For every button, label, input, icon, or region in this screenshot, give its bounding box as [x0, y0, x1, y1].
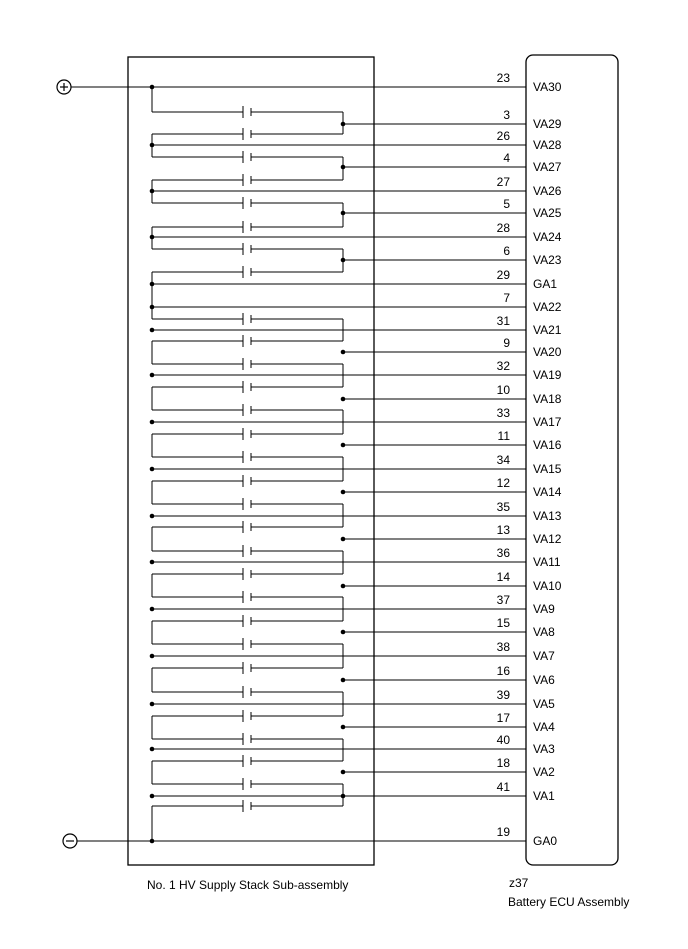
terminal-name: VA2	[533, 765, 555, 779]
terminal-name: VA5	[533, 697, 555, 711]
junction-dot	[341, 584, 346, 589]
terminal-name: VA21	[533, 323, 562, 337]
battery-cell-icon	[152, 475, 343, 487]
wire-layer	[71, 87, 526, 841]
battery-cell-icon	[152, 451, 343, 463]
battery-cell-icon	[152, 174, 343, 186]
junction-dot	[341, 165, 346, 170]
terminal-pin-number: 40	[496, 733, 510, 747]
terminal-name: VA26	[533, 184, 562, 198]
junction-dot	[150, 839, 155, 844]
terminal-name: VA16	[533, 438, 562, 452]
terminal-name: VA15	[533, 462, 562, 476]
terminal-name: VA4	[533, 720, 555, 734]
terminal-name: VA10	[533, 579, 562, 593]
junction-dot	[341, 630, 346, 635]
terminal-pin-number: 37	[496, 593, 510, 607]
terminal-name: VA29	[533, 117, 562, 131]
terminal-pin-number: 6	[503, 244, 510, 258]
junction-dot	[150, 373, 155, 378]
terminal-pin-number: 14	[496, 570, 510, 584]
battery-cell-icon	[152, 221, 343, 233]
battery-cell-icon	[152, 545, 343, 557]
terminal-pin-number: 38	[496, 640, 510, 654]
terminal-pin-number: 18	[496, 756, 510, 770]
battery-cell-icon	[152, 662, 343, 674]
terminal-pin-number: 26	[496, 129, 510, 143]
battery-cell-icon	[152, 710, 343, 722]
junction-layer	[150, 85, 346, 844]
junction-dot	[150, 560, 155, 565]
battery-cell-icon	[152, 755, 343, 767]
terminal-pin-number: 27	[496, 175, 510, 189]
terminal-name: VA6	[533, 673, 555, 687]
battery-cell-icon	[152, 686, 343, 698]
junction-dot	[150, 85, 155, 90]
terminal-pin-number: 41	[496, 780, 510, 794]
terminal-pin-number: 29	[496, 268, 510, 282]
junction-dot	[341, 122, 346, 127]
junction-dot	[150, 420, 155, 425]
terminal-name: VA22	[533, 300, 562, 314]
terminal-pin-number: 7	[503, 291, 510, 305]
junction-dot	[341, 258, 346, 263]
terminal-name: VA14	[533, 485, 562, 499]
junction-dot	[341, 350, 346, 355]
battery-cell-icon	[152, 128, 343, 140]
terminal-name: VA17	[533, 415, 562, 429]
terminal-pin-number: 11	[497, 429, 510, 443]
battery-cell-icon	[152, 106, 343, 118]
junction-dot	[341, 397, 346, 402]
terminal-pin-number: 33	[496, 406, 510, 420]
terminal-name: VA12	[533, 532, 562, 546]
terminal-pin-number: 32	[496, 359, 510, 373]
terminal-pin-number: 4	[503, 151, 510, 165]
battery-cell-icon	[152, 521, 343, 533]
terminal-pin-number: 36	[496, 546, 510, 560]
terminal-pin-number: 16	[496, 664, 510, 678]
junction-dot	[150, 328, 155, 333]
terminal-pin-number: 13	[496, 523, 510, 537]
battery-cell-icon	[152, 800, 343, 812]
terminal-pin-number: 19	[496, 825, 510, 839]
junction-dot	[150, 235, 155, 240]
battery-cell-icon	[152, 313, 343, 325]
terminal-name: VA27	[533, 160, 562, 174]
terminal-name: VA3	[533, 742, 555, 756]
terminal-name: VA13	[533, 509, 562, 523]
battery-cell-icon	[152, 498, 343, 510]
terminal-pin-number: 10	[496, 383, 510, 397]
junction-dot	[341, 678, 346, 683]
terminal-pin-number: 15	[496, 616, 510, 630]
junction-dot	[150, 467, 155, 472]
terminal-pin-number: 28	[496, 221, 510, 235]
junction-dot	[150, 189, 155, 194]
terminal-pin-number: 39	[496, 688, 510, 702]
terminal-name: GA0	[533, 834, 558, 848]
terminal-pin-number: 34	[496, 453, 510, 467]
battery-cell-icon	[152, 638, 343, 650]
battery-cell-layer	[152, 106, 343, 812]
terminal-pin-number: 23	[496, 71, 510, 85]
terminal-name: VA28	[533, 138, 562, 152]
terminal-pin-number: 5	[503, 197, 510, 211]
battery-cell-icon	[152, 358, 343, 370]
junction-dot	[341, 490, 346, 495]
battery-cell-icon	[152, 335, 343, 347]
junction-dot	[150, 514, 155, 519]
terminal-name: VA20	[533, 345, 562, 359]
terminal-name: VA11	[533, 555, 561, 569]
terminal-pin-number: 9	[503, 336, 510, 350]
terminal-name: GA1	[533, 277, 558, 291]
battery-cell-icon	[152, 243, 343, 255]
junction-dot	[150, 607, 155, 612]
terminal-name: VA9	[533, 602, 555, 616]
battery-cell-icon	[152, 778, 343, 790]
battery-cell-icon	[152, 266, 343, 278]
terminal-name: VA23	[533, 253, 562, 267]
terminal-pin-number: 31	[496, 314, 510, 328]
battery-cell-icon	[152, 733, 343, 745]
stack-caption: No. 1 HV Supply Stack Sub-assembly	[147, 878, 349, 892]
terminal-pin-number: 3	[503, 108, 510, 122]
terminal-name: VA18	[533, 392, 562, 406]
junction-dot	[150, 794, 155, 799]
battery-cell-icon	[152, 404, 343, 416]
junction-dot	[150, 305, 155, 310]
terminal-name: VA24	[533, 230, 562, 244]
terminal-name: VA8	[533, 625, 555, 639]
junction-dot	[150, 747, 155, 752]
junction-dot	[341, 725, 346, 730]
junction-dot	[150, 654, 155, 659]
junction-dot	[341, 443, 346, 448]
terminal-pin-number: 17	[496, 711, 510, 725]
terminal-pin-number: 35	[496, 500, 510, 514]
ecu-code: z37	[509, 876, 529, 890]
terminal-name: VA25	[533, 206, 562, 220]
terminal-name: VA19	[533, 368, 562, 382]
terminal-pin-number: 12	[496, 476, 510, 490]
battery-cell-icon	[152, 197, 343, 209]
negative-terminal-icon	[63, 834, 77, 848]
junction-dot	[150, 143, 155, 148]
battery-cell-icon	[152, 151, 343, 163]
junction-dot	[150, 282, 155, 287]
battery-cell-icon	[152, 591, 343, 603]
battery-cell-icon	[152, 615, 343, 627]
battery-cell-icon	[152, 381, 343, 393]
positive-terminal-icon	[57, 80, 71, 94]
battery-cell-icon	[152, 568, 343, 580]
terminal-label-layer	[497, 71, 562, 848]
battery-cell-icon	[152, 428, 343, 440]
ecu-caption: Battery ECU Assembly	[508, 895, 630, 909]
junction-dot	[341, 794, 346, 799]
terminal-name: VA30	[533, 80, 562, 94]
junction-dot	[341, 770, 346, 775]
terminal-name: VA7	[533, 649, 555, 663]
terminal-name: VA1	[533, 789, 555, 803]
junction-dot	[150, 702, 155, 707]
junction-dot	[341, 211, 346, 216]
junction-dot	[341, 537, 346, 542]
